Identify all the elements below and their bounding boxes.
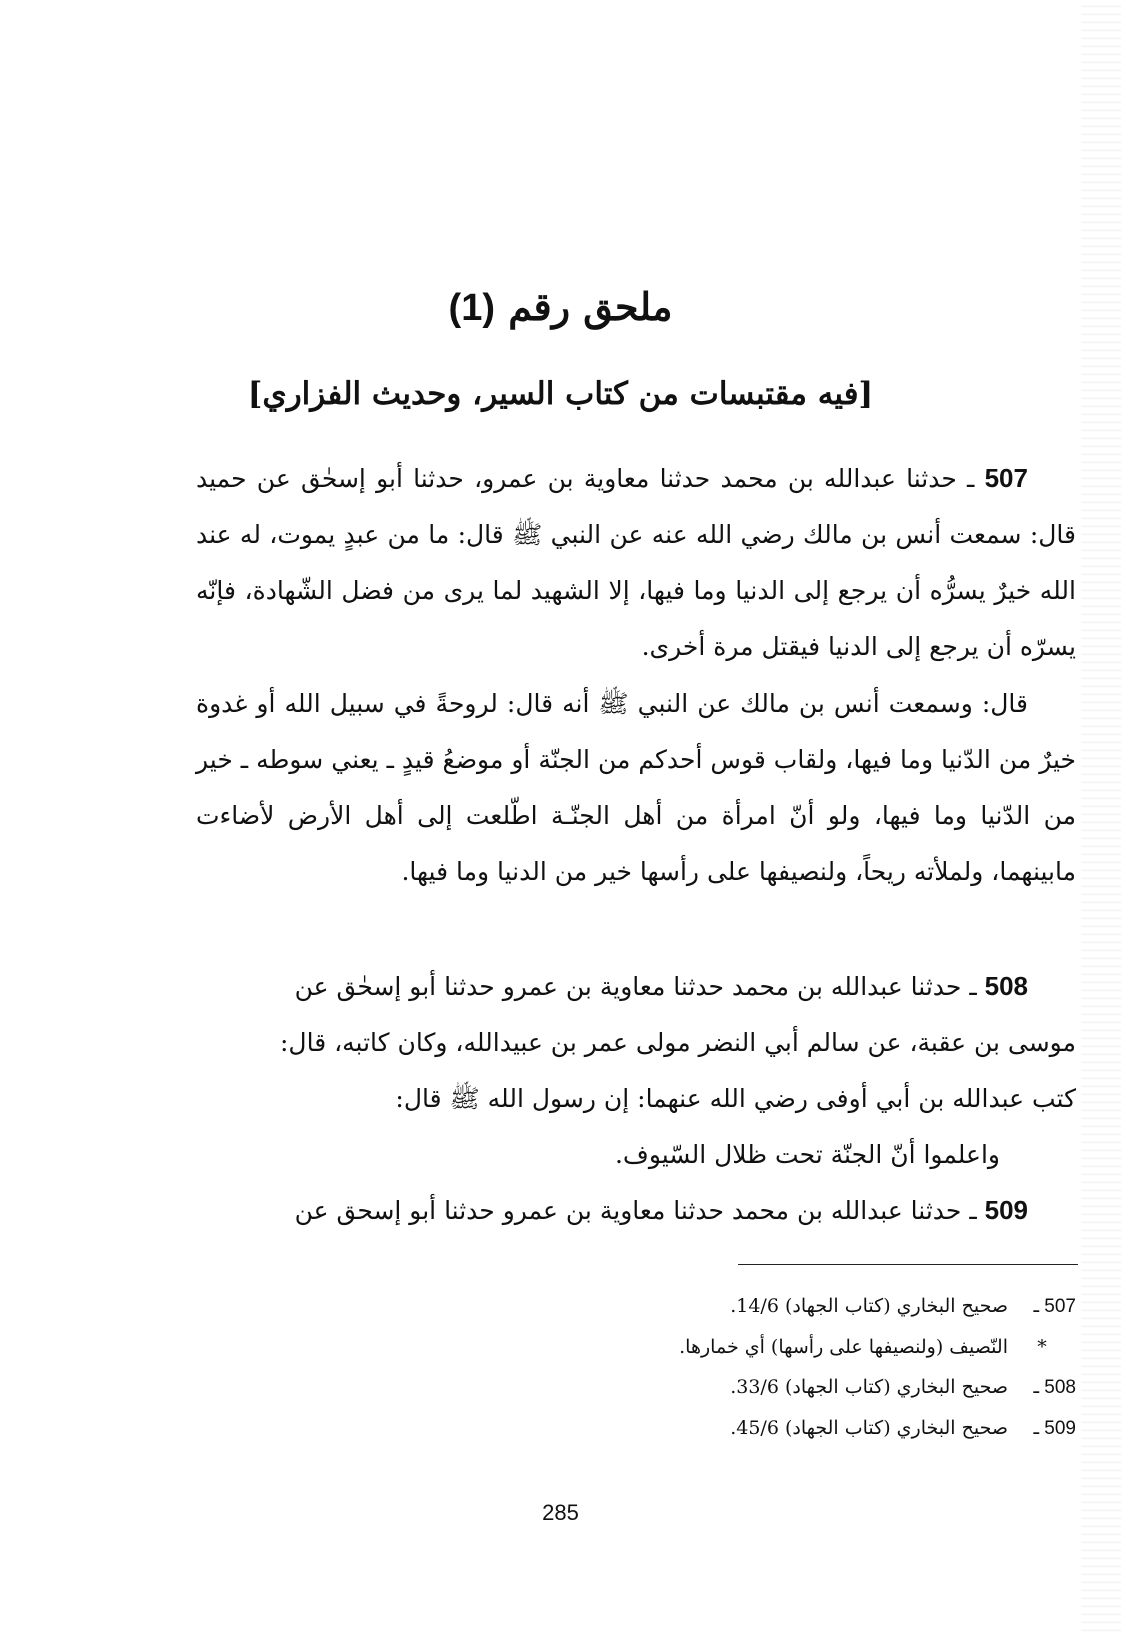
hadith-508-quote: واعلموا أنّ الجنّة تحت ظلال السّيوف. (614, 1140, 1000, 1169)
footnote-divider (738, 1264, 1078, 1265)
footnote-item (480, 1286, 1076, 1327)
hadith-text: ـ حدثنا عبدالله بن محمد حدثنا معاوية بن عمرو حدثنا أبو إسحٰق عن (294, 972, 977, 1001)
hadith-number: 509 (984, 1195, 1028, 1225)
footnote-text: النّصيف (ولنصيفها على رأسها) أي خمارها. (679, 1336, 1008, 1358)
chapter-subtitle: [فيه مقتبسات من كتاب السير، وحديث الفزاري] (247, 376, 874, 412)
hadith-507 (196, 450, 1076, 675)
footnote-marker: 507 ـ (1033, 1296, 1076, 1317)
hadith-508-line-1 (196, 958, 1076, 1015)
chapter-title (0, 284, 1121, 330)
hadith-508-line-2: موسى بن عقبة، عن سالم أبي النضر مولى عمر بن عبيدالله، وكان كاتبه، قال: (279, 1028, 1076, 1057)
footnote-text: صحيح البخاري (كتاب الجهاد) 45/6. (730, 1417, 1008, 1439)
footnote-item (480, 1408, 1076, 1449)
hadith-text: ـ حدثنا عبدالله بن محمد حدثنا معاوية بن عمرو، حدثنا أبو إسحٰق عن حميد قال: سمعت أنس بن مالك رضي الله عنه عن النبي ﷺ قال: ما من عبدٍ يموت، له عند الله خيرٌ يسرُّه أن يرجع إلى الدنيا وما فيها، إلا الشهيد لما يرى من فضل الشّهادة، فإنّه يسرّه أن يرجع إلى الدنيا فيقتل مرة أخرى. (196, 464, 1076, 661)
footnote-item (480, 1367, 1076, 1408)
hadith-507-second-paragraph (196, 676, 1076, 900)
footnote-item (480, 1327, 1076, 1367)
footnote-text: صحيح البخاري (كتاب الجهاد) 14/6. (730, 1295, 1008, 1317)
chapter-title-number: (1) (448, 287, 495, 329)
hadith-507-paragraph (196, 450, 1076, 675)
footnotes (480, 1286, 1076, 1449)
chapter-title-text: ملحق رقم (508, 284, 673, 329)
page-number: 285 (542, 1500, 579, 1525)
footnote-marker: 508 ـ (1033, 1377, 1076, 1398)
hadith-509 (196, 1182, 1076, 1239)
hadith-number: 508 (984, 971, 1028, 1001)
footnote-marker: * (1037, 1336, 1047, 1358)
scan-edge-texture (1081, 0, 1121, 1636)
hadith-509-paragraph (196, 1182, 1076, 1239)
footnote-marker: 509 ـ (1033, 1418, 1076, 1439)
hadith-text: ـ حدثنا عبدالله بن محمد حدثنا معاوية بن عمرو حدثنا أبو إسحق عن (294, 1196, 977, 1225)
hadith-text: قال: وسمعت أنس بن مالك عن النبي ﷺ أنه قال: لروحةً في سبيل الله أو غدوة خيرٌ من الدّنيا وما فيها، ولقاب قوس أحدكم من الجنّة أو موضعُ قيدٍ ـ يعني سوطه ـ خير من الدّنيا وما فيها، ولو أنّ امرأة من أهل الجنّـة اطّلعت إلى أهل الأرض لأضاءت مابينهما، ولملأته ريحاً، ولنصيفها على رأسها خير من الدنيا وما فيها. (196, 689, 1076, 886)
hadith-508-line-3: كتب عبدالله بن أبي أوفى رضي الله عنهما: إن رسول الله ﷺ قال: (395, 1084, 1076, 1113)
hadith-number: 507 (984, 463, 1028, 493)
footnote-text: صحيح البخاري (كتاب الجهاد) 33/6. (730, 1376, 1008, 1398)
hadith-508 (196, 958, 1076, 1183)
